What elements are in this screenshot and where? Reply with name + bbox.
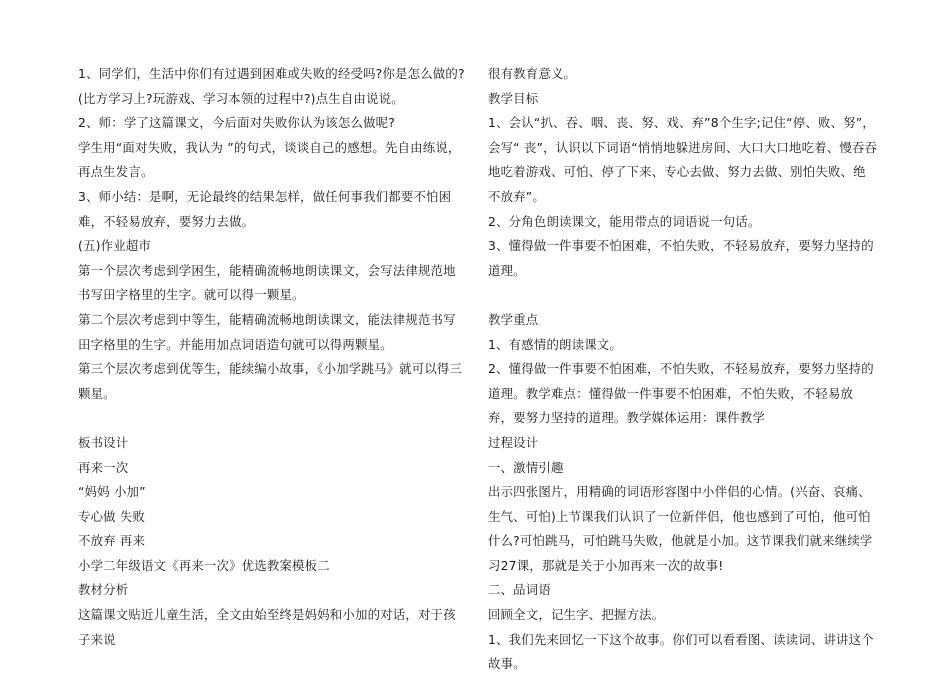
paragraph: 教材分析 (78, 582, 129, 598)
paragraph: 3、懂得做一件事要不怕困难，不怕失败，不轻易放弃，要努力坚持的道理。 (488, 238, 874, 278)
paragraph: 过程设计 (488, 434, 539, 450)
paragraph: 很有教育意义。 (488, 66, 577, 81)
paragraph: 2、分角色朗读课文，能用带点的词语说一句话。 (488, 213, 761, 229)
paragraph: 一、激情引趣 (488, 459, 564, 475)
paragraph: 第三个层次考虑到优等生，能续编小故事，《小加学跳马》就可以得三颗星。 (78, 361, 463, 401)
paragraph: 这篇课文贴近儿童生活，全文由始至终是妈妈和小加的对话，对于孩子来说 (78, 607, 456, 647)
paragraph: 第二个层次考虑到中等生，能精确流畅地朗读课文，能法律规范书写田字格里的生字。并能用加点词语造句就可以得两颗星。 (78, 311, 456, 352)
paragraph: 学生用“面对失败，我认为 ”的句式，谈谈自己的感想。先自由练说，再点生发言。 (78, 139, 461, 180)
paragraph: 小学二年级语文《再来一次》优选教案模板二 (78, 557, 330, 573)
paragraph: 再来一次 (78, 459, 129, 475)
paragraph (78, 406, 468, 431)
paragraph: 二、品词语 (488, 582, 551, 598)
paragraph: 不放弃 再来 (78, 533, 146, 549)
paragraph: 第一个层次考虑到学困生，能精确流畅地朗读课文，会写法律规范地书写田字格里的生字。就可以得一颗星。 (78, 262, 456, 303)
paragraph: 1、同学们，生活中你们有过遇到困难或失败的经受吗?你是怎么做的?(比方学习上?玩游戏、学习本领的过程中?)点生自由说说。 (78, 66, 465, 106)
paragraph: 教学目标 (488, 90, 539, 106)
paragraph: 2、懂得做一件事要不怕困难，不怕失败，不轻易放弃，要努力坚持的道理。教学难点：懂得做一件事要不怕困难，不怕失败，不轻易放弃，要努力坚持的道理。教学媒体运用：课件教学 (488, 361, 874, 426)
paragraph: 1、有感情的朗读课文。 (488, 336, 622, 352)
paragraph: 回顾全文，记生字、把握方法。 (488, 607, 665, 623)
paragraph: 1、会认“扒、吞、咽、丧、努、戏、弃”8个生字;记住“停、败、努”，会写“ 丧”，认识以下词语“悄悄地躲进房间、大口大口地吃着、慢吞吞地吃着游戏、可怕、停了下来、专心去做、努力去做、别怕失败、绝不放弃”。 (488, 115, 878, 204)
paragraph: 教学重点 (488, 311, 539, 327)
paragraph: 板书设计 (78, 434, 129, 450)
paragraph: 2、师：学了这篇课文，今后面对失败你认为该怎么做呢? (78, 115, 396, 131)
paragraph: 1、我们先来回忆一下这个故事。你们可以看看图、读读词、讲讲这个故事。 (488, 631, 874, 672)
paragraph: (五)作业超市 (78, 238, 152, 254)
paragraph: 出示四张图片，用精确的词语形容图中小伴侣的心情。(兴奋、哀痛、生气、可怕)上节课我们认识了一位新伴侣，他也感到了可怕，他可怕什么?可怕跳马，可怕跳马失败，他就是小加。这节课我们就来继续学习27课，那就是关于小加再来一次的故事! (488, 484, 873, 573)
paragraph: 3、师小结：是啊，无论最终的结果怎样，做任何事我们都要不怕困难，不轻易放弃，要努力去做。 (78, 188, 452, 229)
left-column (78, 62, 468, 652)
paragraph: “妈妈 小加” (78, 484, 146, 500)
right-column (488, 62, 878, 677)
paragraph: 专心做 失败 (78, 508, 146, 524)
paragraph (488, 283, 878, 308)
